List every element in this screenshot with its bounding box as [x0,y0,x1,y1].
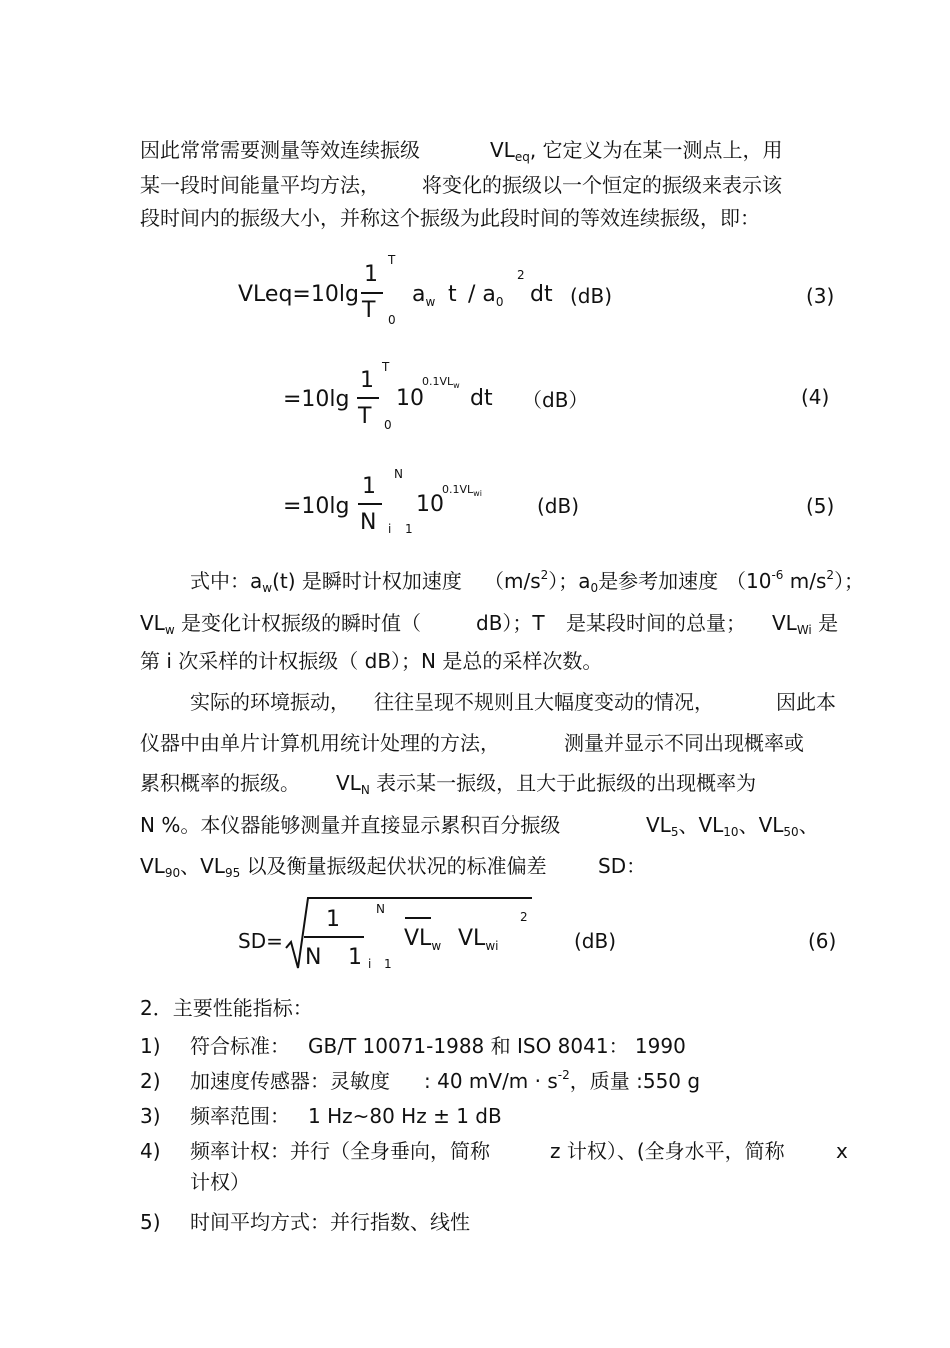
para3-line5: $VL_{90}$、$VL_{95}$ 以及衡量振级起伏状况的标准偏差 [140,854,547,880]
eq6-lower-1: 1 [384,957,392,971]
para3-line5d: SD： [598,854,647,878]
eq6-power: 2 [520,910,528,924]
eq4-numerator: 1 [360,368,374,393]
list-item-value: : 40 $mV/m \cdot s^{-2}$，质量 :550 g [424,1068,701,1093]
para3-line1a: 实际的环境振动， [190,690,350,714]
eq4-denominator: T [358,404,372,429]
para1-line2a [140,172,380,198]
eq5-exponent: $0.1VL_{wi}$ [442,483,482,498]
eq3-unit: (dB) [570,284,613,308]
text: VL [490,138,515,162]
eq6-denominator-1: 1 [348,945,362,970]
para1-line2b [422,172,782,198]
subscript: eq [514,150,530,164]
para3-line2b: 测量并显示不同出现概率或 [564,731,804,755]
eq6-fraction-bar [304,936,364,938]
para2-line2b: dB）；T [476,611,545,635]
para2-line2: $VL_w$ 是变化计权振级的瞬时值（ [140,611,422,637]
eq4-exponent: $0.1VL_w$ [422,375,460,390]
eq5-unit: (dB) [537,494,580,518]
para3-line3a: 累积概率的振级。 [140,771,300,795]
eq3-a0: / $a_0$ [468,282,504,309]
eq4-ten: 10 [396,386,424,411]
section-heading: 2．主要性能指标： [140,996,313,1020]
text: 段时间内的振级大小，并称这个振级为此段时间的等效连续振级，即： [140,206,760,230]
eq6-number: (6) [808,929,837,953]
eq5-number: (5) [806,494,835,518]
eq3-dt: dt [530,282,553,307]
para3-line4b: $VL_5$、$VL_{10}$、$VL_{50}$、 [646,813,819,839]
eq3-lower-limit: 0 [388,313,396,327]
list-item-text: 加速度传感器：灵敏度 [190,1069,390,1093]
eq6-lhs: SD= [238,929,283,953]
eq5-lower-1: 1 [405,522,413,536]
eq3-lhs: VLeq=10lg [238,282,359,307]
eq3-numerator: 1 [364,262,378,287]
eq3-aw: $a_w$ [412,282,436,309]
eq4-lhs: =10lg [283,387,350,412]
eq3-power: 2 [517,268,525,282]
para3-line4a: N %。本仪器能够测量并直接显示累积百分振级 [140,813,561,837]
eq5-denominator: N [360,510,377,535]
para3-line1c: 因此本 [776,690,836,714]
list-item-tail: x [836,1139,848,1163]
eq4-number: (4) [801,385,830,409]
eq6-vl-wi: $VL_{wi}$ [458,926,499,953]
para2-line1-ref: （$10^{-6}$ $m/s^2$）； [726,568,865,593]
eq5-fraction-bar [358,503,382,505]
list-item: 5) [140,1210,161,1234]
eq3-denominator: T [362,298,376,323]
eq6-vl-mean: $VL_w$ [404,926,442,953]
list-item-continuation: 计权） [190,1170,250,1194]
eq3-upper-limit: T [388,253,396,267]
para2-line1: 式中：$a_w(t)$ 是瞬时计权加速度 [190,569,462,595]
list-item: 4) [140,1139,161,1163]
eq5-numerator: 1 [362,474,376,499]
para1-vleq [490,137,783,166]
eq6-unit: (dB) [574,929,617,953]
list-item: 2) [140,1069,161,1093]
eq6-numerator: 1 [326,907,340,932]
list-item-text: 频率计权：并行（全身垂向，简称 [190,1139,490,1163]
eq5-lower-i: i [388,522,392,536]
eq4-lower-limit: 0 [384,418,392,432]
eq5-ten: 10 [416,492,444,517]
list-item: 1) [140,1034,161,1058]
text: 将变化的振级以一个恒定的振级来表示该 [422,173,782,197]
eq3-fraction-bar [361,292,383,294]
eq4-upper-limit: T [382,360,390,374]
eq4-unit: （dB） [522,388,589,412]
list-item: 3) [140,1104,161,1128]
list-item-text: 时间平均方式：并行指数、线性 [190,1210,470,1234]
para2-line1-unit: $(m/s^2)$；$a_0$是参考加速度 [484,568,719,595]
para2-line3: 第 i 次采样的计权振级（ dB）；N 是总的采样次数。 [140,649,603,673]
text: 某一段时间能量平均方法， [140,173,380,197]
list-item-value: GB/T 10071-1988 和 ISO 8041： 1990 [308,1034,686,1058]
eq3-t: t [448,282,457,307]
eq4-dt: dt [470,386,493,411]
para3-line1b: 往往呈现不规则且大幅度变动的情况， [374,690,714,714]
list-item-text: 符合标准： [190,1034,290,1058]
eq3-number: (3) [806,284,835,308]
para1-line3 [140,205,760,231]
para2-line2c: 是某段时间的总量； [566,611,746,635]
para2-line2d: $VL_{Wi}$ 是 [772,611,839,637]
list-item-value: 1 Hz~80 Hz ± 1 dB [308,1104,502,1128]
eq6-denominator-n: N [305,945,322,970]
eq6-lower-i: i [368,957,372,971]
eq4-fraction-bar [357,397,379,399]
text: 因此常常需要测量等效连续振级 [140,138,420,162]
para3-line2a: 仪器中由单片计算机用统计处理的方法， [140,731,500,755]
para3-line3b: $VL_N$ 表示某一振级，且大于此振级的出现概率为 [336,771,757,797]
list-item-value: z 计权）、(全身水平，简称 [550,1139,785,1163]
eq5-lhs: =10lg [283,494,350,519]
list-item-text: 频率范围： [190,1104,290,1128]
eq6-upper-limit: N [376,902,385,916]
text: , 它定义为在某一测点上，用 [529,138,783,162]
eq6-overline [405,917,431,919]
eq5-upper-limit: N [394,467,403,481]
para1-line1 [140,137,420,163]
